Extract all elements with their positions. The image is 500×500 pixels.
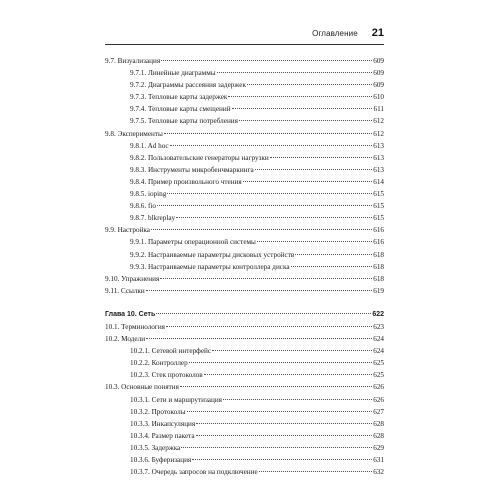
toc-entry-title: 9.7.5. Тепловые карты потребления [130,117,238,126]
toc-entry-page: 612 [373,117,384,126]
dot-leader [196,435,373,436]
toc-entry-title: 9.7.3. Тепловые карты задержек [130,93,228,102]
dot-leader [291,266,373,267]
dot-leader [170,145,373,146]
toc-entry-page: 626 [373,395,384,404]
toc-entry-title: 9.8.5. ioping [130,190,167,199]
dot-leader [187,411,373,412]
toc-entry-title: 9.7.2. Диаграммы рассеяния задержек [130,81,246,90]
toc-entry-title: 9.7. Визуализация [105,57,161,65]
toc-entry-title: Глава 10. Сеть [105,310,156,318]
toc-entry-title: 10.3.3. Инкапсуляция [130,419,196,428]
toc-entry [105,140,384,152]
dot-leader [204,374,373,375]
toc-entry-page: 628 [373,419,384,428]
toc-entry-page: 629 [373,443,384,452]
dot-leader [146,290,372,291]
toc-entry [105,91,384,103]
dot-leader [259,471,373,472]
dot-leader [180,386,372,387]
dot-leader [181,447,372,448]
page-number: 21 [371,27,384,39]
toc-entry-title: 9.8.7. blkreplay [130,214,176,223]
dot-leader [151,229,372,230]
toc-entry-title: 10.2.1. Сетевой интерфейс [130,347,212,356]
toc-entry-page: 627 [373,407,384,416]
toc-entry [105,212,384,224]
dot-leader [157,205,372,206]
toc-entry-page: 625 [373,359,384,368]
toc-entry-title: 10.3.7. Очередь запросов на подключение [130,468,258,477]
toc-entry [105,79,384,91]
running-header-title: Оглавление [312,29,358,38]
toc-entry [105,115,384,127]
toc-entry-title: 9.9.3. Настраиваемые параметры контроллера диска [130,262,290,271]
toc-entry [105,406,384,418]
toc-entry-page: 611 [373,105,384,114]
toc-entry [105,67,384,79]
toc-entry-title: 9.11. Ссылки [105,286,145,295]
dot-leader [189,362,373,363]
dot-leader [166,326,372,327]
toc-entry-page: 612 [373,129,384,138]
toc-entry [105,103,384,115]
toc-entry [105,55,384,67]
toc-entry-title: 9.8.3. Инструменты микробенчмаркинга [130,165,254,174]
toc-entry-page: 626 [373,383,384,392]
toc-entry-title: 10.3.2. Протоколы [130,407,186,416]
toc-chapter-entry [105,309,384,321]
dot-leader [223,399,372,400]
dot-leader [156,313,371,314]
toc-entry [105,442,384,454]
dot-leader [239,120,372,121]
toc-entry-title: 9.10. Упражнения [105,274,160,283]
toc-entry-title: 9.8.2. Пользовательские генераторы нагрузки [130,153,269,162]
toc-entry-title: 10.3.4. Размер пакета [130,431,195,440]
toc-entry [105,249,384,261]
toc-entry-page: 613 [373,153,384,162]
dot-leader [217,72,373,73]
toc-entry-title: 9.8.1. Ad hoc [130,141,169,150]
toc-entry-page: 623 [373,322,384,331]
toc-entry-page: 610 [373,93,384,102]
toc-entry-page: 615 [373,214,384,223]
toc-entry [105,176,384,188]
dot-leader [192,459,372,460]
toc-entry [105,164,384,176]
toc-entry [105,430,384,442]
toc-entry-page: 609 [373,69,384,78]
toc-entry [105,236,384,248]
header-rule [105,44,384,45]
toc-entry-page: 631 [373,456,384,464]
toc-entry-page: 622 [372,310,384,318]
toc-entry-title: 10.2.2. Контроллер [130,359,188,368]
toc-entry [105,261,384,273]
toc-entry-page: 613 [373,165,384,174]
toc-entry-title: 10.1. Терминология [105,322,165,331]
toc-entry-page: 615 [373,202,384,211]
toc-entry [105,200,384,212]
toc-entry-title: 9.8. Эксперименты [105,129,163,138]
dot-leader [232,108,373,109]
toc-entry [105,454,384,466]
toc-entry-title: 10.2. Модели [105,335,146,344]
toc-entry-title: 10.3.1. Сети и маршрутизация [130,395,222,404]
toc-entry-page: 615 [373,190,384,199]
toc-entry-title: 9.8.6. fio [130,202,156,211]
toc-entry [105,285,384,297]
dot-leader [176,217,372,218]
toc-entry-title: 10.3. Основные понятия [105,383,179,392]
dot-leader [161,60,372,61]
toc-entry [105,418,384,430]
dot-leader [295,254,372,255]
dot-leader [196,423,372,424]
toc-entry-page: 625 [373,371,384,380]
toc-entry-title: 10.3.6. Буферизация [130,456,192,464]
toc-entry-page: 619 [373,286,384,295]
toc-entry-title: 9.9. Настройка [105,226,150,235]
section-gap [105,297,384,309]
toc-entry-page: 618 [373,250,384,259]
dot-leader [164,133,372,134]
toc-entry-title: 9.8.4. Пример произвольного чтения [130,177,242,186]
toc-entry-page: 609 [373,57,384,65]
dot-leader [255,169,373,170]
toc-entry-page: 616 [373,238,384,247]
dot-leader [247,84,372,85]
toc-entry-title: 9.9.1. Параметры операционной системы [130,238,256,247]
toc-entry [105,394,384,406]
toc-entry-page: 624 [373,335,384,344]
toc-entry-page: 628 [373,431,384,440]
toc-entry-title: 9.9.2. Настраиваемые параметры дисковых устройств [130,250,295,259]
toc-entry-page: 609 [373,81,384,90]
toc-entry-page: 613 [373,141,384,150]
toc-entry-page: 618 [373,262,384,271]
toc-entry [105,128,384,140]
toc-entry-page: 618 [373,274,384,283]
dot-leader [167,193,372,194]
dot-leader [257,241,372,242]
table-of-contents [105,55,384,478]
toc-entry-title: 10.3.5. Задержка [130,443,181,452]
toc-entry [105,273,384,285]
toc-entry [105,369,384,381]
toc-entry [105,188,384,200]
dot-leader [212,350,372,351]
toc-entry-title: 9.7.4. Тепловые карты смещений [130,105,231,114]
toc-entry-title: 10.2.3. Стек протоколов [130,371,203,380]
running-header [105,27,384,43]
toc-entry [105,381,384,393]
toc-entry-page: 624 [373,347,384,356]
dot-leader [160,278,372,279]
dot-leader [243,181,373,182]
toc-entry [105,224,384,236]
toc-entry [105,345,384,357]
toc-entry-page: 614 [373,177,384,186]
toc-entry [105,466,384,478]
toc-entry-page: 616 [373,226,384,235]
toc-entry-page: 632 [373,468,384,477]
dot-leader [228,96,372,97]
dot-leader [146,338,372,339]
toc-entry [105,152,384,164]
toc-entry [105,333,384,345]
dot-leader [270,157,372,158]
toc-entry [105,357,384,369]
toc-entry [105,321,384,333]
toc-entry-title: 9.7.1. Линейные диаграммы [130,69,216,78]
